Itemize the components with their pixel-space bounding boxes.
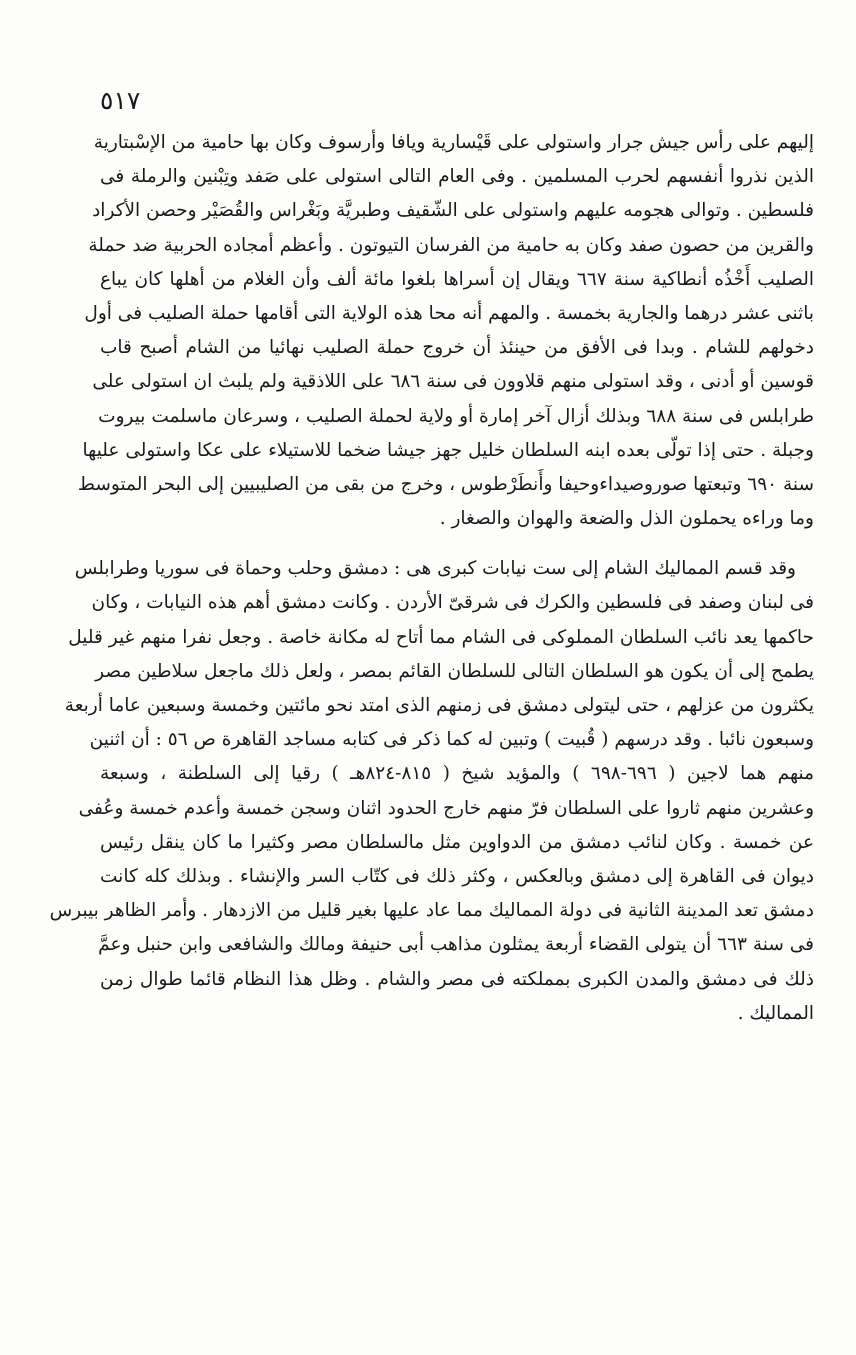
- text-line: ديوان فى القاهرة إلى دمشق وبالعكس ، وكثر ذلك فى كتّاب السر والإنشاء . وبذلك كله كانت: [100, 865, 814, 887]
- text-line: الصليب أَخْذُه أنطاكية سنة ٦٦٧ ويقال إن أسراها بلغوا مائة ألف وأن الغلام من أهلها كان يباع: [100, 268, 814, 290]
- text-line: فلسطين . وتوالى هجومه عليهم واستولى على الشّقيف وطبريَّة وبَغْراس والقُصَيْر وحصن الأكراد: [92, 200, 814, 222]
- text-line: يطمح إلى أن يكون هو السلطان التالى للسلطان القائم بمصر ، ولعل ذلك ماجعل سلاطين مصر: [95, 660, 814, 682]
- text-line-last: المماليك .: [737, 1002, 814, 1024]
- paragraph-2: [49, 552, 815, 1031]
- text-line: وجبلة . حتى إذا تولّى بعده ابنه السلطان خليل جهز جيشا ضخما للاستيلاء على عكا واستولى عليها: [82, 439, 814, 461]
- text-line: طرابلس فى سنة ٦٨٨ وبذلك أزال آخر إمارة أو ولاية لحملة الصليب ، وسرعان ماسلمت بيروت: [98, 405, 814, 427]
- text-line: فى لبنان وصفد فى فلسطين والكرك فى شرقىّ الأردن . وكانت دمشق أهم هذه النيابات ، وكان: [91, 592, 814, 614]
- text-line: دمشق تعد المدينة الثانية فى دولة المماليك مما عاد عليها بغير قليل من الازدهار . وأمر الظاهر بيبرس: [49, 900, 814, 922]
- text-line: سنة ٦٩٠ وتبعتها صوروصيداءوحيفا وأَنطَرْطوس ، وخرج من بقى من الصليبيين إلى البحر المتوسط: [77, 473, 814, 495]
- text-line: فى سنة ٦٦٣ أن يتولى القضاء أربعة يمثلون مذاهب أبى حنيفة ومالك والشافعى وابن حنبل وعمَّ: [98, 934, 814, 956]
- page-number: ٥١٧: [100, 86, 141, 115]
- body-text: [49, 126, 815, 1031]
- text-line-first: وقد قسم المماليك الشام إلى ست نيابات كبرى هى : دمشق وحلب وحماة فى سوريا وطرابلس: [74, 558, 796, 580]
- text-line: إليهم على رأس جيش جرار واستولى على قَيْسارية ويافا وأرسوف وكان بها حامية من الإسْبتارية: [93, 132, 814, 153]
- text-line: الذين نذروا أنفسهم لحرب المسلمين . وفى العام التالى استولى على صَفد وتِبْنين والرملة فى: [100, 166, 814, 188]
- text-line: منهم هما لاجين ( ٦٩٦-٦٩٨ ) والمؤيد شيخ ( ٨١٥-٨٢٤هـ ) رقيا إلى السلطنة ، وسبعة: [100, 763, 815, 785]
- paragraph-gap: [100, 536, 814, 552]
- text-line: وسبعون نائبا . وقد درسهم ( قُبيت ) وتبين له كما ذكر فى كتابه مساجد القاهرة ص ٥٦ : أن اثنين: [89, 729, 814, 751]
- paragraph-1: [77, 126, 814, 536]
- text-line: عن خمسة . وكان لنائب دمشق من الدواوين مثل مالسلطان مصر وكثيرا ما كان ينقل رئيس: [100, 831, 814, 853]
- text-line: حاكمها يعد نائب السلطان المملوكى فى الشام مما أتاح له مكانة خاصة . وجعل نفرا منهم غير قليل: [68, 626, 814, 648]
- text-line-last: وما وراءه يحملون الذل والضعة والهوان والصغار .: [439, 508, 814, 530]
- text-line: باثنى عشر درهما والجارية بخمسة . والمهم أنه محا هذه الولاية التى أقامها حملة الصليب فى أول: [84, 302, 814, 324]
- text-line: وعشرين منهم ثاروا على السلطان فرّ منهم خارج الحدود اثنان وسجن خمسة وأعدم خمسة وعُفى: [78, 797, 814, 819]
- text-line: يكثرون من عزلهم ، حتى ليتولى دمشق فى زمنهم الذى امتد نحو مائتين وخمسة وسبعين عاما أربعة: [64, 695, 814, 716]
- text-line: قوسين أو أدنى ، وقد استولى منهم قلاوون فى سنة ٦٨٦ على اللاذقية ولم يلبث ان استولى على: [92, 371, 814, 393]
- text-line: دخولهم للشام . وبدا فى الأفق من حينئذ أن خروج حملة الصليب نهائيا من الشام أصبح قاب: [100, 337, 814, 359]
- text-line: والقرين من حصون صفد وكان به حامية من الفرسان التيوتون . وأعظم أمجاده الحربية ضد حملة: [88, 234, 814, 256]
- text-line: ذلك فى دمشق والمدن الكبرى بمملكته فى مصر والشام . وظل هذا النظام قائما طوال زمن: [100, 968, 814, 990]
